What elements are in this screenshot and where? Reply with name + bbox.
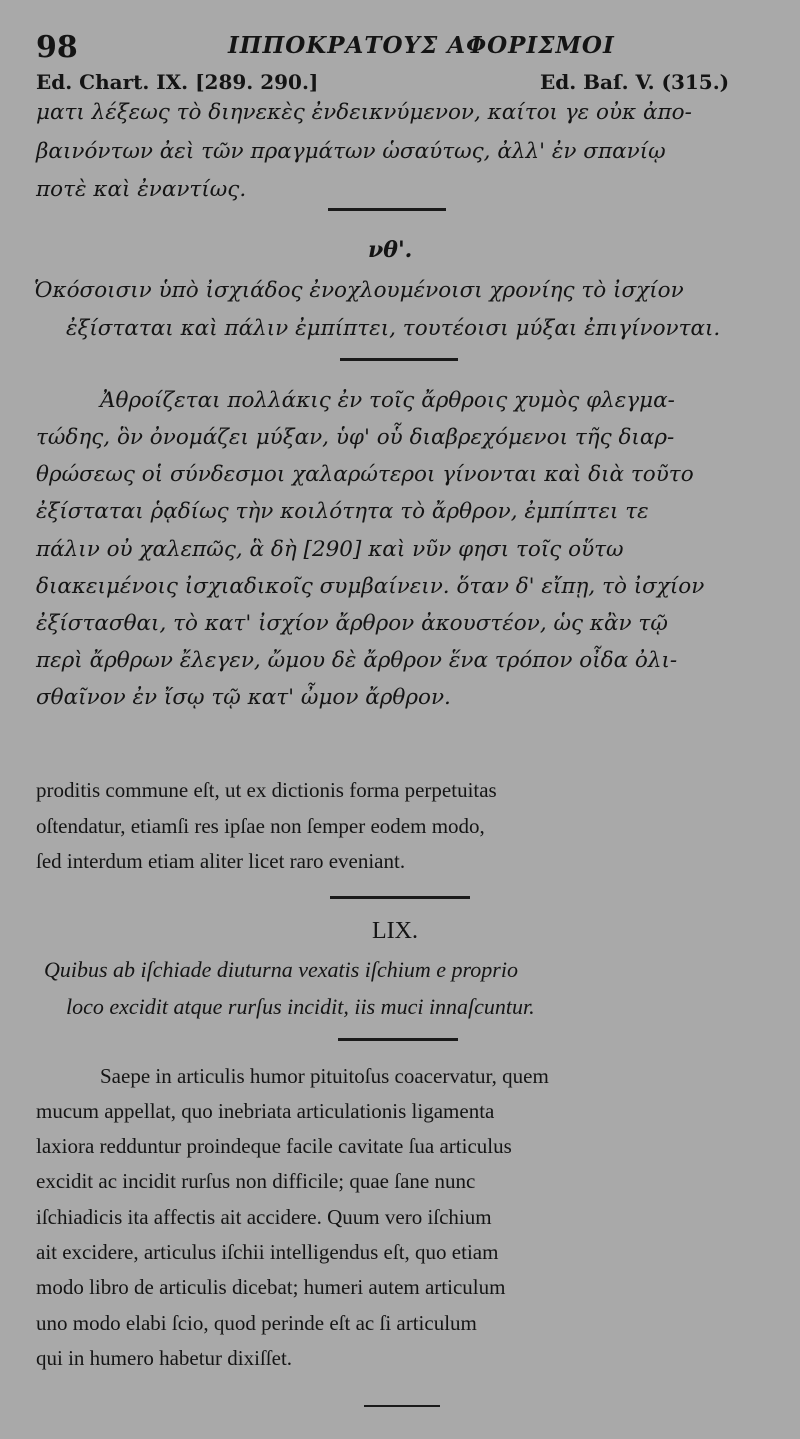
latin-commentary-line-6: ait excidere, articulus iſchii intelligendus eſt, quo etiam <box>36 1240 499 1264</box>
greek-carryover-line-2: βαινόντων ἀεὶ τῶν πραγμάτων ὡσαύτως, ἀλλ' ἐν σπανίῳ <box>36 139 666 164</box>
latin-commentary-line-2: mucum appellat, quo inebriata articulationis ligamenta <box>36 1099 495 1123</box>
latin-carryover-line-3: ſed interdum etiam aliter licet raro eveniant. <box>36 849 406 873</box>
greek-commentary-line-4: ἐξίσταται ῥᾳδίως τὴν κοιλότητα τὸ ἄρθρον, ἐμπίπτει τε <box>36 499 649 524</box>
section-divider <box>338 1038 458 1041</box>
greek-commentary-line-5: πάλιν οὐ χαλεπῶς, ἃ δὴ [290] καὶ νῦν φησι τοῖς οὕτω <box>36 537 624 562</box>
edition-reference-left: Ed. Chart. IX. [289. 290.] <box>36 70 319 94</box>
latin-carryover-line-2: oſtendatur, etiamſi res ipſae non ſemper eodem modo, <box>36 814 485 838</box>
greek-aphorism-line-2: ἐξίσταται καὶ πάλιν ἐμπίπτει, τουτέοισι μύξαι ἐπιγίνονται. <box>66 316 721 341</box>
latin-commentary-line-5: iſchiadicis ita affectis ait accidere. Quum vero iſchium <box>36 1205 492 1229</box>
latin-commentary-line-4: excidit ac incidit rurſus non difficile; quae ſane nunc <box>36 1169 476 1193</box>
greek-carryover-line-3: ποτὲ καὶ ἐναντίως. <box>36 177 247 202</box>
greek-commentary-line-7: ἐξίστασθαι, τὸ κατ' ἰσχίον ἄρθρον ἀκουστέον, ὡς κἂν τῷ <box>36 611 668 636</box>
greek-commentary-line-6: διακειμένοις ἰσχιαδικοῖς συμβαίνειν. ὅταν δ' εἴπῃ, τὸ ἰσχίον <box>36 574 705 599</box>
running-title: ΙΠΠΟΚΡΑΤΟΥΣ ΑΦΟΡΙΣΜΟΙ <box>228 32 615 59</box>
latin-commentary-line-7: modo libro de articulis dicebat; humeri autem articulum <box>36 1275 506 1299</box>
greek-commentary-line-1: Ἀθροίζεται πολλάκις ἐν τοῖς ἄρθροις χυμὸς φλεγμα- <box>100 388 675 413</box>
section-divider <box>364 1405 440 1407</box>
section-divider <box>328 208 446 211</box>
page-number: 98 <box>36 30 78 65</box>
latin-aphorism-number: LIX. <box>372 918 418 944</box>
greek-commentary-line-3: θρώσεως οἱ σύνδεσμοι χαλαρώτεροι γίνονται καὶ διὰ τοῦτο <box>36 462 694 487</box>
greek-carryover-line-1: ματι λέξεως τὸ διηνεκὲς ἐνδεικνύμενον, καίτοι γε οὐκ ἀπο- <box>36 100 692 125</box>
section-divider <box>340 358 458 361</box>
greek-commentary-line-2: τώδης, ὃν ὀνομάζει μύξαν, ὑφ' οὗ διαβρεχόμενοι τῆς διαρ- <box>36 425 675 450</box>
latin-commentary-line-3: laxiora redduntur proindeque facile cavitate ſua articulus <box>36 1134 512 1158</box>
greek-aphorism-line-1: Ὁκόσοισιν ὑπὸ ἰσχιάδος ἐνοχλουμένοισι χρονίης τὸ ἰσχίον <box>34 278 684 303</box>
greek-aphorism-number: νθ'. <box>368 237 413 263</box>
greek-commentary-line-9: σθαῖνον ἐν ἴσῳ τῷ κατ' ὦμον ἄρθρον. <box>36 685 451 710</box>
latin-commentary-line-8: uno modo elabi ſcio, quod perinde eſt ac ſi articulum <box>36 1311 477 1335</box>
latin-commentary-line-1: Saepe in articulis humor pituitoſus coacervatur, quem <box>100 1064 549 1088</box>
section-divider <box>330 896 470 899</box>
latin-carryover-line-1: proditis commune eſt, ut ex dictionis forma perpetuitas <box>36 778 497 802</box>
latin-aphorism-line-1: Quibus ab iſchiade diuturna vexatis iſchium e proprio <box>44 957 518 982</box>
latin-aphorism-line-2: loco excidit atque rurſus incidit, iis muci innaſcuntur. <box>66 994 535 1019</box>
latin-commentary-line-9: qui in humero habetur dixiſſet. <box>36 1346 293 1370</box>
greek-commentary-line-8: περὶ ἄρθρων ἔλεγεν, ὤμου δὲ ἄρθρον ἕνα τρόπον οἶδα ὀλι- <box>36 648 678 673</box>
edition-reference-right: Ed. Baſ. V. (315.) <box>540 70 730 94</box>
